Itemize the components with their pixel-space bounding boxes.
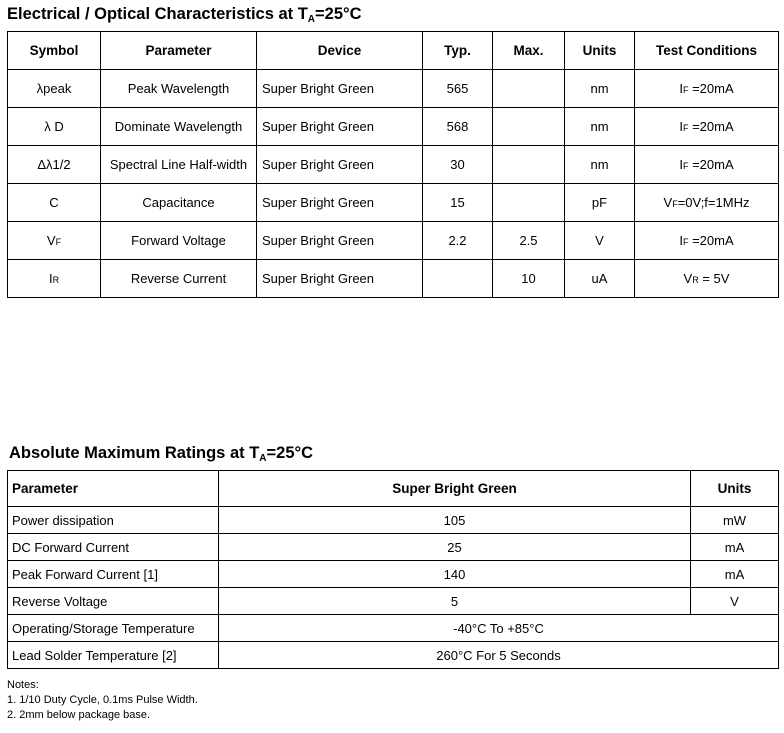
device-cell: Super Bright Green — [257, 260, 423, 298]
col-header: Units — [565, 32, 635, 70]
condition-subscript: F — [682, 123, 689, 133]
parameter-cell: Reverse Voltage — [8, 588, 219, 615]
units-cell: mA — [691, 534, 779, 561]
table-row — [8, 184, 779, 222]
symbol-cell — [8, 70, 101, 108]
symbol: V — [46, 233, 56, 248]
table-row — [8, 146, 779, 184]
device-cell: Super Bright Green — [257, 108, 423, 146]
table-row — [8, 642, 779, 669]
parameter-cell: Peak Forward Current [1] — [8, 561, 219, 588]
absolute-table — [7, 470, 779, 669]
parameter-cell: Reverse Current — [101, 260, 257, 298]
condition: I — [679, 157, 683, 172]
typ-cell: 2.2 — [423, 222, 493, 260]
test-condition-cell — [635, 222, 779, 260]
condition-subscript: F — [682, 237, 689, 247]
condition-value: =20mA — [688, 233, 734, 248]
col-header: Symbol — [8, 32, 101, 70]
condition-subscript: F — [672, 199, 678, 209]
test-condition-cell — [635, 260, 779, 298]
table-row — [8, 615, 779, 642]
symbol-subscript: F — [55, 237, 62, 247]
typ-cell — [423, 260, 493, 298]
condition-value: =0V;f=1MHz — [677, 195, 750, 210]
table-row — [8, 260, 779, 298]
col-header: Parameter — [101, 32, 257, 70]
units-cell: V — [691, 588, 779, 615]
parameter-cell: Capacitance — [101, 184, 257, 222]
units-cell: pF — [565, 184, 635, 222]
notes-heading: Notes: — [7, 679, 39, 691]
value-cell: 5 — [219, 588, 691, 615]
value-cell: -40°C To +85°C — [219, 615, 779, 642]
symbol: C — [49, 195, 59, 210]
device-cell: Super Bright Green — [257, 70, 423, 108]
electrical-title: Electrical / Optical Characteristics at $T_A=25^\circ C$ — [7, 5, 362, 25]
table-row — [8, 534, 779, 561]
symbol: I — [48, 271, 53, 286]
symbol-subscript: R — [52, 275, 60, 285]
parameter-cell: Power dissipation — [8, 507, 219, 534]
device-cell: Super Bright Green — [257, 184, 423, 222]
value-cell: 105 — [219, 507, 691, 534]
col-header: Max. — [493, 32, 565, 70]
electrical-table — [7, 31, 779, 298]
col-header: Device — [257, 32, 423, 70]
typ-cell: 30 — [423, 146, 493, 184]
notes — [7, 678, 198, 723]
typ-cell: 568 — [423, 108, 493, 146]
condition: I — [679, 119, 683, 134]
parameter-cell: Peak Wavelength — [101, 70, 257, 108]
col-header: Test Conditions — [635, 32, 779, 70]
symbol-cell — [8, 260, 101, 298]
value-cell: 25 — [219, 534, 691, 561]
condition: I — [679, 81, 683, 96]
symbol: λ D — [44, 119, 64, 134]
condition-subscript: F — [682, 161, 689, 171]
parameter-cell: Forward Voltage — [101, 222, 257, 260]
test-condition-cell — [635, 184, 779, 222]
max-cell — [493, 70, 565, 108]
table-row — [8, 70, 779, 108]
parameter-cell: DC Forward Current — [8, 534, 219, 561]
condition: I — [679, 233, 683, 248]
parameter-cell: Lead Solder Temperature [2] — [8, 642, 219, 669]
units-cell: nm — [565, 108, 635, 146]
max-cell — [493, 146, 565, 184]
note-item: 1. 1/10 Duty Cycle, 0.1ms Pulse Width. — [7, 694, 198, 706]
test-condition-cell — [635, 108, 779, 146]
parameter-cell: Operating/Storage Temperature — [8, 615, 219, 642]
units-cell: nm — [565, 70, 635, 108]
device-cell: Super Bright Green — [257, 222, 423, 260]
max-cell — [493, 184, 565, 222]
table-row — [8, 108, 779, 146]
table-row — [8, 222, 779, 260]
condition: V — [663, 195, 673, 210]
col-header: Parameter — [8, 471, 219, 507]
units-cell: nm — [565, 146, 635, 184]
value-cell: 140 — [219, 561, 691, 588]
max-cell: 2.5 — [493, 222, 565, 260]
device-cell: Super Bright Green — [257, 146, 423, 184]
symbol: λpeak — [36, 81, 72, 96]
symbol-cell — [8, 146, 101, 184]
units-cell: mA — [691, 561, 779, 588]
symbol-cell — [8, 108, 101, 146]
condition-subscript: F — [682, 85, 689, 95]
test-condition-cell — [635, 146, 779, 184]
table-row — [8, 561, 779, 588]
symbol: Δλ1/2 — [37, 157, 71, 172]
parameter-cell: Dominate Wavelength — [101, 108, 257, 146]
condition-subscript: R — [692, 275, 699, 285]
value-cell: 260°C For 5 Seconds — [219, 642, 779, 669]
units-cell: mW — [691, 507, 779, 534]
symbol-cell — [8, 222, 101, 260]
col-header: Typ. — [423, 32, 493, 70]
col-header: Units — [691, 471, 779, 507]
absolute-title: Absolute Maximum Ratings at $T_A=25^\circ C$ — [9, 444, 314, 464]
typ-cell: 15 — [423, 184, 493, 222]
typ-cell: 565 — [423, 70, 493, 108]
test-condition-cell — [635, 70, 779, 108]
symbol-cell — [8, 184, 101, 222]
condition-value: =20mA — [688, 81, 734, 96]
electrical-header-row — [8, 32, 779, 70]
table-row — [8, 588, 779, 615]
units-cell: uA — [565, 260, 635, 298]
units-cell: V — [565, 222, 635, 260]
max-cell — [493, 108, 565, 146]
note-item: 2. 2mm below package base. — [7, 709, 151, 721]
parameter-cell: Spectral Line Half-width — [101, 146, 257, 184]
max-cell: 10 — [493, 260, 565, 298]
absolute-header-row — [8, 471, 779, 507]
condition-value: = 5V — [698, 271, 730, 286]
condition-value: =20mA — [688, 119, 734, 134]
col-header: Super Bright Green — [219, 471, 691, 507]
table-row — [8, 507, 779, 534]
condition-value: =20mA — [688, 157, 734, 172]
condition: V — [683, 271, 693, 286]
